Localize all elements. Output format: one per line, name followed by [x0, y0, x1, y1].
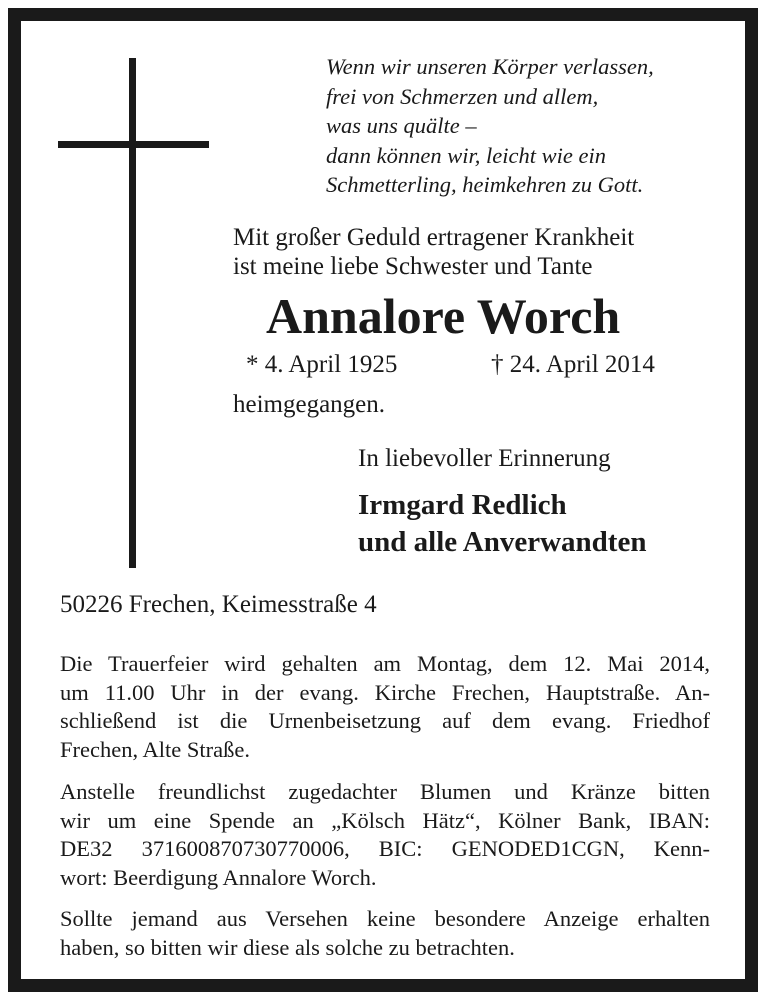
cross-icon-beam: [58, 141, 209, 148]
passed-text: heimgegangen.: [233, 391, 386, 418]
notice-paragraph: [60, 905, 710, 962]
poem-line: was uns quälte –: [326, 113, 477, 138]
deceased-name: Annalore Worch: [266, 288, 621, 344]
poem-line: frei von Schmerzen und allem,: [326, 83, 599, 109]
paragraph-line: wort: Beerdigung Annalore Worch.: [60, 864, 377, 890]
intro-text: [233, 223, 634, 281]
memory-text: In liebevoller Erinnerung: [358, 445, 611, 472]
paragraph-line: schließend ist die Urnenbeisetzung auf dem evang. Friedhof: [60, 708, 710, 733]
address: 50226 Frechen, Keimesstraße 4: [60, 591, 377, 618]
paragraph-line: Frechen, Alte Straße.: [60, 736, 250, 762]
paragraph-line: um 11.00 Uhr in der evang. Kirche Frechen, Hauptstraße. An-: [60, 679, 710, 705]
poem: [326, 52, 654, 200]
paragraph-line: Sollte jemand aus Versehen keine besondere Anzeige erhalten: [60, 906, 710, 931]
poem-line: Wenn wir unseren Körper verlassen,: [326, 54, 654, 79]
poem-line: dann können wir, leicht wie ein: [326, 142, 606, 168]
signer-line: und alle Anverwandten: [358, 526, 647, 558]
cross-icon: [129, 58, 136, 568]
paragraph-line: DE32 371600870730770006, BIC: GENODED1CGN, Kenn-: [60, 836, 710, 861]
funeral-paragraph: [60, 650, 710, 764]
donation-paragraph: [60, 778, 710, 892]
death-date: † 24. April 2014: [491, 351, 655, 378]
signer-line: Irmgard Redlich: [358, 489, 567, 521]
signers: [358, 487, 646, 561]
paragraph-line: Die Trauerfeier wird gehalten am Montag, dem 12. Mai 2014,: [60, 651, 710, 676]
paragraph-line: Anstelle freundlichst zugedachter Blumen und Kränze bitten: [60, 779, 710, 804]
paragraph-line: wir um eine Spende an „Kölsch Hätz“, Kölner Bank, IBAN:: [60, 807, 710, 833]
birth-date: * 4. April 1925: [246, 351, 398, 378]
poem-line: Schmetterling, heimkehren zu Gott.: [326, 172, 644, 197]
paragraph-line: haben, so bitten wir diese als solche zu betrachten.: [60, 934, 515, 960]
intro-line: ist meine liebe Schwester und Tante: [233, 253, 593, 280]
intro-line: Mit großer Geduld ertragener Krankheit: [233, 224, 635, 251]
